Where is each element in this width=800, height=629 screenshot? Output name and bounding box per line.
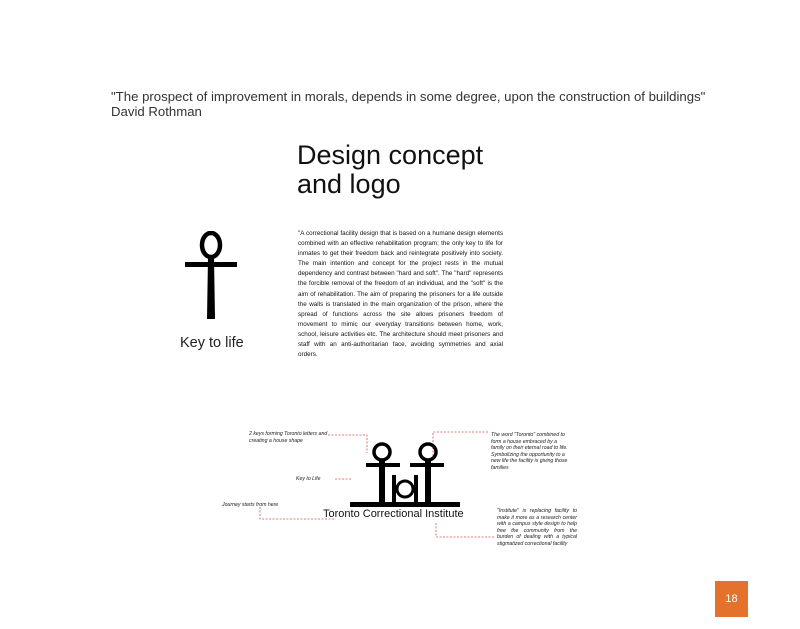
- quote-text: "The prospect of improvement in morals, depends in some degree, upon the construction of buildings": [111, 89, 706, 104]
- page-number-badge: [715, 581, 748, 617]
- page-title-line2: and logo: [297, 169, 401, 199]
- page-title-line1: Design concept: [297, 140, 484, 170]
- ankh-icon: [183, 231, 239, 321]
- annotation-toronto: The word "Toronto" combined to form a house embraced by a family on their eternal road to life. Symbolizing the opportunity to a new life the facility is giving those families: [491, 432, 568, 471]
- key-to-life-caption: Key to life: [180, 335, 244, 351]
- page-title: [297, 141, 483, 199]
- logo-wordmark: Toronto Correctional Institute: [323, 508, 464, 520]
- annotation-institute: "Institute" is replacing facility to make it more as a research center with a campus style design to help free the community from the burden of dealing with a typical stigmatized correctional facility: [497, 508, 577, 547]
- concept-description: "A correctional facility design that is based on a humane design elements combined with an effective rehabilitation program; the only key to life for inmates to get their freedom back and reintegrate positively into society. The main intention and concept for the project rests in the mutual dependency and contrast between "hard and soft". The "hard" represents the forcible removal of the freedom of an individual, and the "soft" is the aim of rehabilitation. The aim of preparing the prisoners for a life outside the walls is translated in the main organization of the prison, where the spread of functions across the site allows prisoners freedom of movement to mimic our everyday transitions between home, work, school, leisure activities etc. The architecture should meet prisoners and staff with an anti-authoritarian face, avoiding symmetries and axial orders.: [298, 230, 503, 359]
- toronto-correctional-logo: [350, 437, 460, 512]
- annotation-keys: 2 keys forming Toronto letters and creating a house shape: [249, 431, 328, 444]
- quote-author: David Rothman: [111, 104, 202, 119]
- quote-block: [111, 89, 705, 119]
- annotation-journey: Journey starts from here: [222, 502, 279, 508]
- annotation-key-to-life: Key to Life: [296, 476, 321, 482]
- page-number: 18: [725, 593, 738, 605]
